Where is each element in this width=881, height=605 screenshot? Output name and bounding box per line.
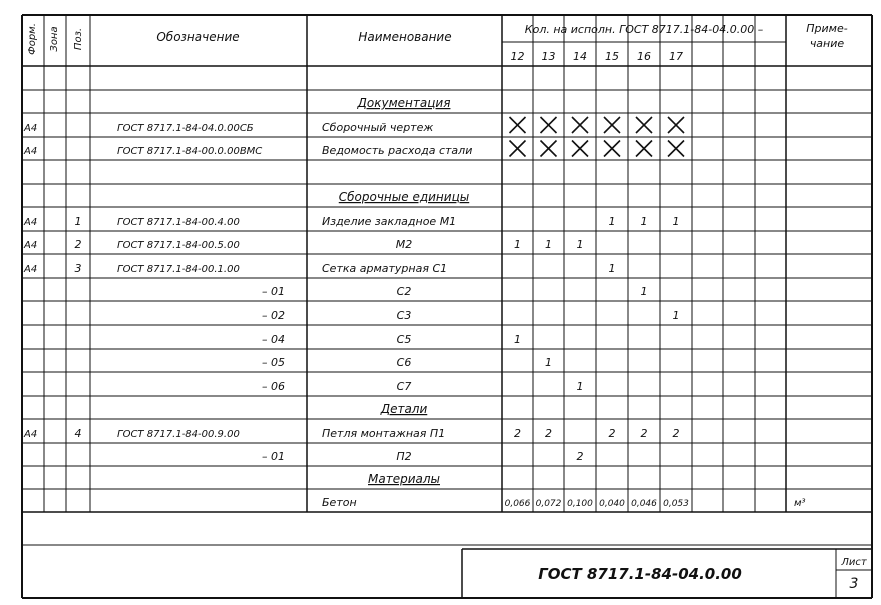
designation-cell: ГОСТ 8717.1-84-00.0.00ВМС	[117, 146, 263, 157]
qty-cell: 1	[514, 333, 521, 346]
section-title: Документация	[357, 96, 451, 110]
variant-headers	[511, 50, 684, 63]
variant-header: 13	[541, 50, 556, 63]
qty-cell: 1	[545, 356, 552, 369]
pos-cell: 4	[74, 427, 82, 440]
qty-cell: 2	[545, 427, 552, 440]
sheet-label: Лист	[841, 557, 867, 568]
variant-header: 16	[637, 50, 651, 63]
cross-mark-icon	[636, 141, 652, 157]
designation-cell: – 05	[262, 356, 285, 369]
format-cell: А4	[24, 264, 38, 275]
qty-cell: 1	[640, 215, 648, 228]
pos-cell: 1	[74, 215, 82, 228]
header-designation: Обозначение	[156, 30, 240, 44]
designation-cell: ГОСТ 8717.1-84-00.9.00	[117, 429, 240, 440]
qty-cell: 0,040	[599, 499, 625, 509]
qty-cell: 1	[608, 215, 616, 228]
name-cell: Бетон	[322, 496, 357, 509]
qty-cell: 2	[640, 427, 648, 440]
cross-mark-icon	[668, 141, 684, 157]
name-cell: С2	[396, 285, 412, 298]
designation-cell: – 02	[262, 309, 285, 322]
format-cell: А4	[24, 217, 38, 228]
header-pos: Поз.	[73, 27, 84, 51]
name-cell: Сборочный чертеж	[322, 121, 434, 134]
variant-header: 12	[510, 50, 525, 63]
qty-cell: 1	[576, 238, 584, 251]
qty-cell: 1	[640, 285, 648, 298]
name-cell: С3	[396, 309, 412, 322]
name-cell: С7	[396, 380, 412, 393]
name-cell: Изделие закладное М1	[322, 215, 457, 228]
cross-mark-icon	[541, 117, 557, 133]
name-cell: П2	[396, 450, 412, 463]
header-note-line1: Приме-	[806, 22, 848, 35]
table-row	[262, 309, 680, 322]
section-row	[357, 96, 451, 110]
table-row	[262, 285, 648, 298]
table-row	[262, 333, 521, 346]
name-cell: Ведомость расхода стали	[322, 144, 473, 157]
table-row	[262, 356, 552, 369]
qty-cell: 1	[514, 238, 521, 251]
designation-cell: – 04	[262, 333, 285, 346]
variant-header: 14	[573, 50, 587, 63]
table-row	[23, 215, 680, 228]
qty-cell: 1	[576, 380, 584, 393]
qty-cell: 1	[545, 238, 552, 251]
header-qty-group: Кол. на исполн. ГОСТ 8717.1-84-04.0.00 –	[524, 23, 764, 36]
qty-cell: 1	[672, 309, 680, 322]
table-body	[23, 96, 806, 509]
cross-mark-icon	[572, 141, 588, 157]
table-row	[23, 141, 684, 158]
qty-cell: 2	[608, 427, 616, 440]
section-row	[380, 402, 428, 416]
cross-mark-icon	[636, 117, 652, 133]
qty-cell: 2	[576, 450, 584, 463]
section-row	[368, 472, 440, 486]
table-row	[262, 380, 584, 393]
section-title: Детали	[380, 402, 428, 416]
designation-cell: ГОСТ 8717.1-84-00.4.00	[117, 217, 240, 228]
qty-cell: 2	[514, 427, 521, 440]
table-row	[23, 117, 684, 134]
table-row	[23, 238, 584, 251]
qty-cell: 0,100	[567, 499, 593, 509]
section-title: Материалы	[368, 472, 440, 486]
qty-cell: 0,066	[504, 499, 531, 509]
name-cell: Петля монтажная П1	[322, 427, 446, 440]
qty-cell: 1	[672, 215, 680, 228]
note-cell: м³	[794, 498, 806, 509]
qty-cell: 0,053	[663, 499, 689, 509]
format-cell: А4	[24, 123, 38, 134]
cross-mark-icon	[541, 141, 557, 157]
pos-cell: 3	[74, 262, 82, 275]
table-row	[23, 427, 680, 440]
qty-cell: 1	[608, 262, 616, 275]
format-cell: А4	[24, 429, 38, 440]
designation-cell: – 01	[262, 450, 285, 463]
header-name: Наименование	[358, 30, 452, 44]
section-row	[339, 190, 469, 204]
cross-mark-icon	[604, 141, 620, 157]
cross-mark-icon	[668, 117, 684, 133]
section-title: Сборочные единицы	[338, 190, 470, 204]
name-cell: С5	[396, 333, 412, 346]
designation-cell: ГОСТ 8717.1-84-00.5.00	[117, 240, 240, 251]
qty-cell: 0,072	[535, 499, 562, 509]
variant-header: 17	[669, 50, 683, 63]
qty-cell: 0,046	[631, 499, 657, 509]
name-cell: М2	[395, 238, 413, 251]
doc-number: ГОСТ 8717.1-84-04.0.00	[538, 565, 742, 583]
header-zone: Зона	[49, 26, 60, 52]
cross-mark-icon	[604, 117, 620, 133]
name-cell: С6	[396, 356, 412, 369]
header-note-line2: чание	[809, 37, 845, 50]
sheet-number: 3	[849, 576, 859, 592]
designation-cell: – 01	[262, 285, 285, 298]
table-row	[23, 262, 616, 275]
name-cell: Сетка арматурная С1	[322, 262, 448, 275]
designation-cell: ГОСТ 8717.1-84-04.0.00СБ	[117, 123, 254, 134]
designation-cell: – 06	[262, 380, 285, 393]
format-cell: А4	[24, 146, 38, 157]
variant-header: 15	[605, 50, 619, 63]
cross-mark-icon	[510, 117, 526, 133]
format-cell: А4	[24, 240, 38, 251]
cross-mark-icon	[510, 141, 526, 157]
table-row	[262, 450, 584, 463]
designation-cell: ГОСТ 8717.1-84-00.1.00	[117, 264, 240, 275]
header-format: Форм.	[27, 23, 38, 55]
cross-mark-icon	[572, 117, 588, 133]
qty-cell: 2	[672, 427, 680, 440]
pos-cell: 2	[74, 238, 82, 251]
